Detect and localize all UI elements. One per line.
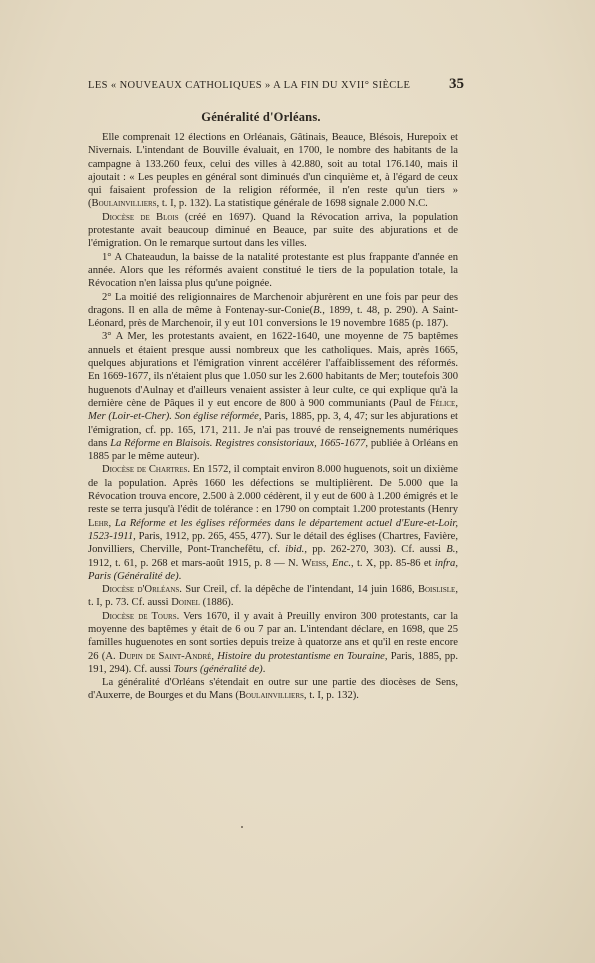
italic-title: La Réforme en Blaisois. Registres consistoriaux, 1665-1677 xyxy=(110,437,366,449)
text-run: , Paris, 1885, pp. 191, 294). Cf. aussi xyxy=(88,650,459,675)
paragraph xyxy=(88,610,458,676)
small-caps-name: Félice xyxy=(429,397,456,409)
small-caps-name: Dupin de Saint-André xyxy=(118,650,212,662)
paragraph xyxy=(88,583,458,610)
text-run: , xyxy=(211,650,218,662)
italic-title: infra, Paris (Généralité de) xyxy=(88,557,459,582)
italic-title: Tours (généralité de) xyxy=(173,663,263,675)
text-run: . Sur Creil, cf. la dépêche de l'intendant, 14 juin 1686, xyxy=(179,584,418,596)
italic-title: B. xyxy=(313,304,323,316)
text-run: La généralité d'Orléans s'étendait en outre sur une partie des diocèses de Sens, d'Auxerre, de Bourges et du Mans ( xyxy=(88,677,458,702)
text-run: , pp. 262-270, 303). Cf. aussi xyxy=(304,544,447,556)
paragraph xyxy=(88,291,458,331)
text-run: , Paris, 1912, pp. 265, 455, 477). Sur le détail des églises (Chartres, Favière, Jonvilliers, Cherville, Pont-Tranchefêtu, cf. xyxy=(88,530,458,556)
italic-title: Enc. xyxy=(331,557,352,569)
small-caps-name: Diocèse de Chartres xyxy=(102,464,188,476)
paragraph xyxy=(88,676,458,703)
small-caps-name: Boulainvilliers xyxy=(91,198,157,210)
text-run: 3° A Mer, les protestants avaient, en 1622-1640, une moyenne de 75 baptêmes annuels et étaient presque aussi nombreux que les catholiques. Mais, après 1665, quelques abjurations et l'émigration vinrent accélérer l'affaiblissement des réformés. En 1669-1677, ils n'étaient plus que 1.050 sur les 2.600 habitants de Mer; toutefois 300 huguenots d'Aulnay et d'ailleurs venaient assister à leur culte, ce qui explique qu'à la dernière cène de Pâques il y eut encore de 800 à 900 communiants (Paul de xyxy=(88,331,458,409)
small-caps-name: Doinel xyxy=(171,597,200,609)
text-run: , t. I, p. 73. Cf. aussi xyxy=(88,584,458,609)
italic-title: La Réforme et les églises réformées dans le département actuel d'Eure-et-Loir, 1523-1911 xyxy=(88,517,459,542)
paragraph xyxy=(88,463,458,583)
paragraph xyxy=(88,211,458,251)
ink-speck xyxy=(241,826,243,828)
italic-title: Histoire du protestantisme en Touraine xyxy=(217,650,385,662)
text-run: , xyxy=(326,557,332,569)
text-run: 2° La moitié des religionnaires de Marchenoir abjurèrent en une fois par peur des dragons. Il en alla de même à Fontenay-sur-Conie( xyxy=(88,291,458,316)
small-caps-name: Boulainvilliers xyxy=(238,690,304,702)
small-caps-name: Diocèse d'Orléans xyxy=(102,584,180,596)
text-run: (créé en 1697). Quand la Révocation arriva, la population protestante avait beaucoup diminué en Beauce, par suite des abjurations et de l'émigration. On le remarque surtout dans les villes. xyxy=(88,211,458,250)
running-head: LES « NOUVEAUX CATHOLIQUES » A LA FIN DU XVII° SIÈCLE xyxy=(88,80,411,91)
text-run: 1° A Chateaudun, la baisse de la natalité protestante est plus frappante d'année en année. Alors que les réformés avaient constitué le tiers de la population totale, la Révocation n'en laissa plus qu'une poignée. xyxy=(88,251,458,290)
text-run: . xyxy=(262,663,266,675)
italic-title: Mer (Loir-et-Cher). Son église réformée xyxy=(88,411,259,423)
text-run: (1886). xyxy=(199,597,234,609)
text-run: , Paris, 1885, pp. 3, 4, 47; sur les abjurations et l'émigration, cf. pp. 165, 171, 211. Je n'ai pas trouvé de renseignements numériques dans xyxy=(88,411,458,449)
text-run: . Vers 1670, il y avait à Preuilly environ 300 protestants, car la moyenne des baptêmes y était de 6 ou 7 par an. L'intendant déclare, en 1698, que 25 familles huguenotes en sont sorties depuis treize à quatorze ans et qu'il en reste encore 26 (A. xyxy=(88,610,459,662)
text-run: . En 1572, il comptait environ 8.000 huguenots, soit un dixième de la population. Après 1660 les défections se multiplièrent. De 5.000 que la Révocation trouva encore, 2.500 à 2.000 cédèrent, il y eut de 600 à 1.200 émigrés et le reste se terra jusqu'à l'édit de tolérance : en 1790 on comptait 1.200 protestants (Henry xyxy=(88,464,458,516)
text-run: . xyxy=(178,570,182,582)
text-run: , xyxy=(455,397,458,409)
paragraph xyxy=(88,131,458,211)
text-run: , xyxy=(108,517,115,529)
page-number: 35 xyxy=(449,76,464,92)
small-caps-name: Weiss xyxy=(301,557,326,569)
small-caps-name: Boislisle xyxy=(417,584,456,596)
italic-title: B. xyxy=(446,544,456,556)
text-run: , t. I, p. 132). xyxy=(303,690,359,702)
paragraph xyxy=(88,251,458,291)
text-run: , 1912, t. 61, p. 268 et mars-août 1915, p. 8 — N. xyxy=(88,544,458,569)
small-caps-name: Diocèse de Tours xyxy=(102,610,177,622)
small-caps-name: Lehr xyxy=(88,517,109,529)
italic-title: ibid. xyxy=(285,544,305,556)
section-title: Généralité d'Orléans. xyxy=(201,110,321,124)
text-run: Elle comprenait 12 élections en Orléanais, Gâtinais, Beauce, Blésois, Hurepoix et Nivernais. L'intendant de Bouville évaluait, en 1700, le nombre des habitants de la campagne à 133.260 feux, celui des villes à 42.880, soit au total 176.140, mais il ajoutait : « Les peuples en général sont diminués d'un cinquième et, à l'égard de ceux qui faisaient profession de la religion réformée, il n'en reste qu'un tiers » ( xyxy=(88,132,458,210)
small-caps-name: Diocèse de Blois xyxy=(102,211,179,223)
text-run: , 1899, t. 48, p. 290). A Saint-Léonard, près de Marchenoir, il y eut 101 conversions le 19 novembre 1685 (p. 187). xyxy=(88,304,458,330)
text-run: , publiée à Orléans en 1885 par le même auteur). xyxy=(88,437,458,463)
text-run: , t. I, p. 132). La statistique générale de 1698 signale 2.000 N.C. xyxy=(156,198,428,210)
text-run: , t. X, pp. 85-86 et xyxy=(351,557,435,569)
body-text xyxy=(88,131,458,703)
paragraph xyxy=(88,330,458,463)
